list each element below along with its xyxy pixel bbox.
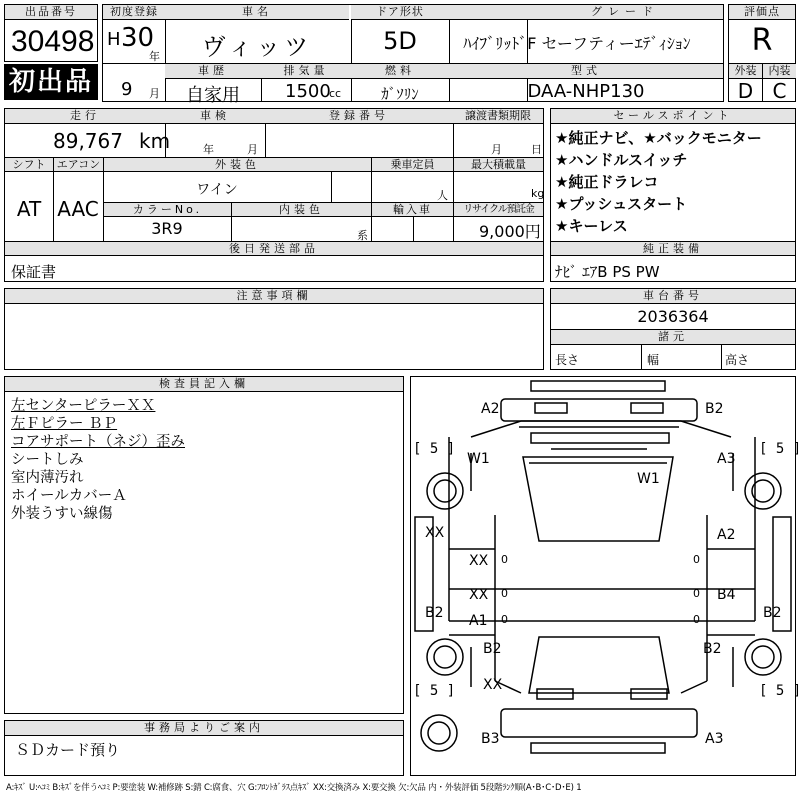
interior-grade: C [772, 79, 787, 103]
inspector-line: 左センターピラーＸＸ [11, 398, 156, 414]
mileage-unit: km [139, 129, 171, 153]
shift: AT [16, 197, 42, 221]
first-reg-label: 初度登録 [103, 5, 165, 20]
lot-number: 30498 [11, 25, 95, 58]
zero-mark: 0 [693, 613, 700, 626]
score: R [751, 23, 773, 58]
inspector-label: 検査員記入欄 [5, 377, 403, 392]
model-code: DAA-NHP130 [527, 81, 645, 102]
damage-mark: XX [469, 553, 489, 569]
damage-mark: XX [469, 587, 489, 603]
zero-mark: 0 [501, 613, 508, 626]
first-reg-year: 30 [121, 23, 155, 53]
dims-label: 諸元 [551, 330, 795, 345]
length-label: 長さ [555, 353, 580, 367]
damage-mark: A1 [469, 613, 488, 629]
zero-mark: 0 [501, 587, 508, 600]
damage-mark: B2 [705, 401, 724, 417]
door-label: ドア形状 [351, 5, 449, 20]
score-label: 評価点 [729, 5, 795, 20]
inspector-line: 室内薄汚れ [11, 470, 84, 486]
height-label: 高さ [725, 353, 750, 367]
mileage-label: 走行 [5, 109, 165, 124]
door-type: 5D [383, 27, 417, 55]
damage-mark: XX [483, 677, 503, 693]
chassis-label: 車台番号 [551, 289, 795, 304]
max-load-label: 最大積載量 [454, 158, 543, 172]
damage-mark: W1 [467, 451, 490, 467]
sales-points-list [555, 127, 762, 237]
car-name-label: 車名 [165, 5, 349, 20]
sales-point: ★純正ナビ、★バックモニター [555, 129, 762, 147]
int-color-label: 内装色 [232, 203, 371, 217]
lot-number-box [4, 4, 98, 62]
equip-label: 純正装備 [551, 242, 795, 256]
fuel: ｶﾞｿﾘﾝ [381, 85, 419, 103]
vehicle-header-table [102, 4, 724, 106]
inspector-box [4, 376, 404, 714]
ac-label: エアコン [54, 158, 103, 172]
sales-point: ★ハンドルスイッチ [555, 151, 688, 169]
interior-label: 内装 [763, 64, 796, 79]
model-label: 型式 [449, 64, 723, 79]
damage-mark: B2 [763, 605, 782, 621]
damage-mark: B2 [703, 641, 722, 657]
transfer-label: 譲渡書類期限 [453, 109, 543, 124]
vehicle-detail-table [4, 108, 544, 282]
exterior-label: 外装 [729, 64, 762, 79]
damage-mark: XX [425, 525, 445, 541]
damage-mark: A3 [705, 731, 724, 747]
later-parts-label: 後日発送部品 [5, 242, 543, 256]
grade-label: グレード [527, 5, 723, 20]
insp-year-unit: 年 [203, 143, 214, 156]
damage-mark: A2 [717, 527, 736, 543]
damage-mark: B3 [481, 731, 500, 747]
sales-points-label: セールスポイント [551, 109, 795, 124]
capacity-label: 乗車定員 [372, 158, 453, 172]
tread-rear-right: [ 5 ] [759, 683, 801, 699]
history-label: 車歴 [165, 64, 261, 79]
sales-points-box [550, 108, 796, 282]
damage-mark: B4 [717, 587, 736, 603]
ext-color-label: 外装色 [104, 158, 371, 172]
era: H [107, 29, 121, 50]
tread-front-right: [ 5 ] [759, 441, 801, 457]
displacement-label: 排気量 [261, 64, 351, 79]
import-label: 輸入車 [372, 203, 453, 217]
equipment: ﾅﾋﾞ ｴｱB PS PW [555, 263, 660, 281]
grade: ﾊｲﾌﾞﾘｯﾄﾞF セーフティーｴﾃﾞｨｼｮﾝ [463, 34, 691, 53]
zero-mark: 0 [693, 553, 700, 566]
month-unit: 月 [149, 87, 160, 100]
chassis-number: 2036364 [637, 307, 709, 326]
history: 自家用 [186, 85, 240, 106]
inspection-label: 車検 [165, 109, 265, 124]
ext-color: ワイン [196, 182, 238, 198]
transfer-day-unit: 日 [531, 143, 542, 156]
score-box [728, 4, 796, 102]
lot-number-label: 出品番号 [5, 5, 97, 20]
exterior-grade: D [737, 79, 754, 103]
shift-label: シフト [5, 158, 53, 172]
damage-mark: B2 [483, 641, 502, 657]
damage-mark: W1 [637, 471, 660, 487]
car-name: ヴィッツ [201, 33, 313, 61]
color-number: 3R9 [151, 219, 183, 238]
sales-point: ★プッシュスタート [555, 195, 688, 213]
damage-mark: B2 [425, 605, 444, 621]
inspector-line: ホイールカバーＡ [11, 488, 127, 504]
damage-code-legend: A:ｷｽﾞ U:ﾍｺﾐ B:ｷｽﾞを伴うﾍｺﾐ P:要塗装 W:補修跡 S:錆 C:腐食、穴 G:ﾌﾛﾝﾄｶﾞﾗｽ点ｷｽﾞ XX:交換済み X:要交換 欠:欠品 内・外装評価 5段階ﾗﾝｸ順(A･B･C･D･E) 1 [6, 783, 582, 793]
inspector-line: 左Ｆピラー ＢＰ [11, 416, 118, 432]
car-diagram [410, 376, 801, 776]
first-listing-badge: 初出品 [4, 64, 98, 100]
office-label: 事務局よりご案内 [5, 721, 403, 736]
max-load-unit: kg [531, 187, 545, 200]
chassis-box [550, 288, 796, 370]
air-conditioner: AAC [57, 197, 99, 221]
displacement: 1500 [285, 81, 331, 102]
mileage: 89,767 [53, 129, 123, 153]
later-parts: 保証書 [11, 263, 57, 281]
sales-point: ★純正ドラレコ [555, 173, 659, 191]
office-message: ＳＤカード預り [15, 741, 121, 759]
fuel-label: 燃料 [351, 64, 449, 79]
regno-label: 登録番号 [265, 109, 453, 124]
inspector-line: シートしみ [11, 452, 84, 468]
notes-label: 注意事項欄 [5, 289, 543, 304]
recycle-label: リサイクル預託金 [454, 203, 543, 217]
sales-point: ★キーレス [555, 217, 628, 235]
capacity-unit: 人 [437, 189, 448, 202]
damage-mark: A2 [481, 401, 500, 417]
insp-month-unit: 月 [247, 143, 258, 156]
width-label: 幅 [647, 353, 660, 367]
transfer-month-unit: 月 [491, 143, 502, 156]
first-reg-month: 9 [121, 79, 133, 100]
zero-mark: 0 [693, 587, 700, 600]
tread-front-left: [ 5 ] [413, 441, 456, 457]
tread-rear-left: [ 5 ] [413, 683, 456, 699]
car-outline-svg [411, 377, 797, 777]
recycle-deposit: 9,000円 [479, 222, 541, 241]
inspector-line: 外装うすい線傷 [11, 506, 113, 522]
office-box [4, 720, 404, 776]
notes-box [4, 288, 544, 370]
inspector-notes [11, 397, 185, 523]
zero-mark: 0 [501, 553, 508, 566]
displacement-unit: cc [329, 87, 342, 100]
color-no-label: カラーNo. [104, 203, 231, 217]
damage-mark: A3 [717, 451, 736, 467]
int-color-unit: 系 [357, 229, 368, 242]
inspector-line: コアサポート（ネジ）歪み [11, 434, 185, 450]
year-unit: 年 [149, 50, 160, 63]
